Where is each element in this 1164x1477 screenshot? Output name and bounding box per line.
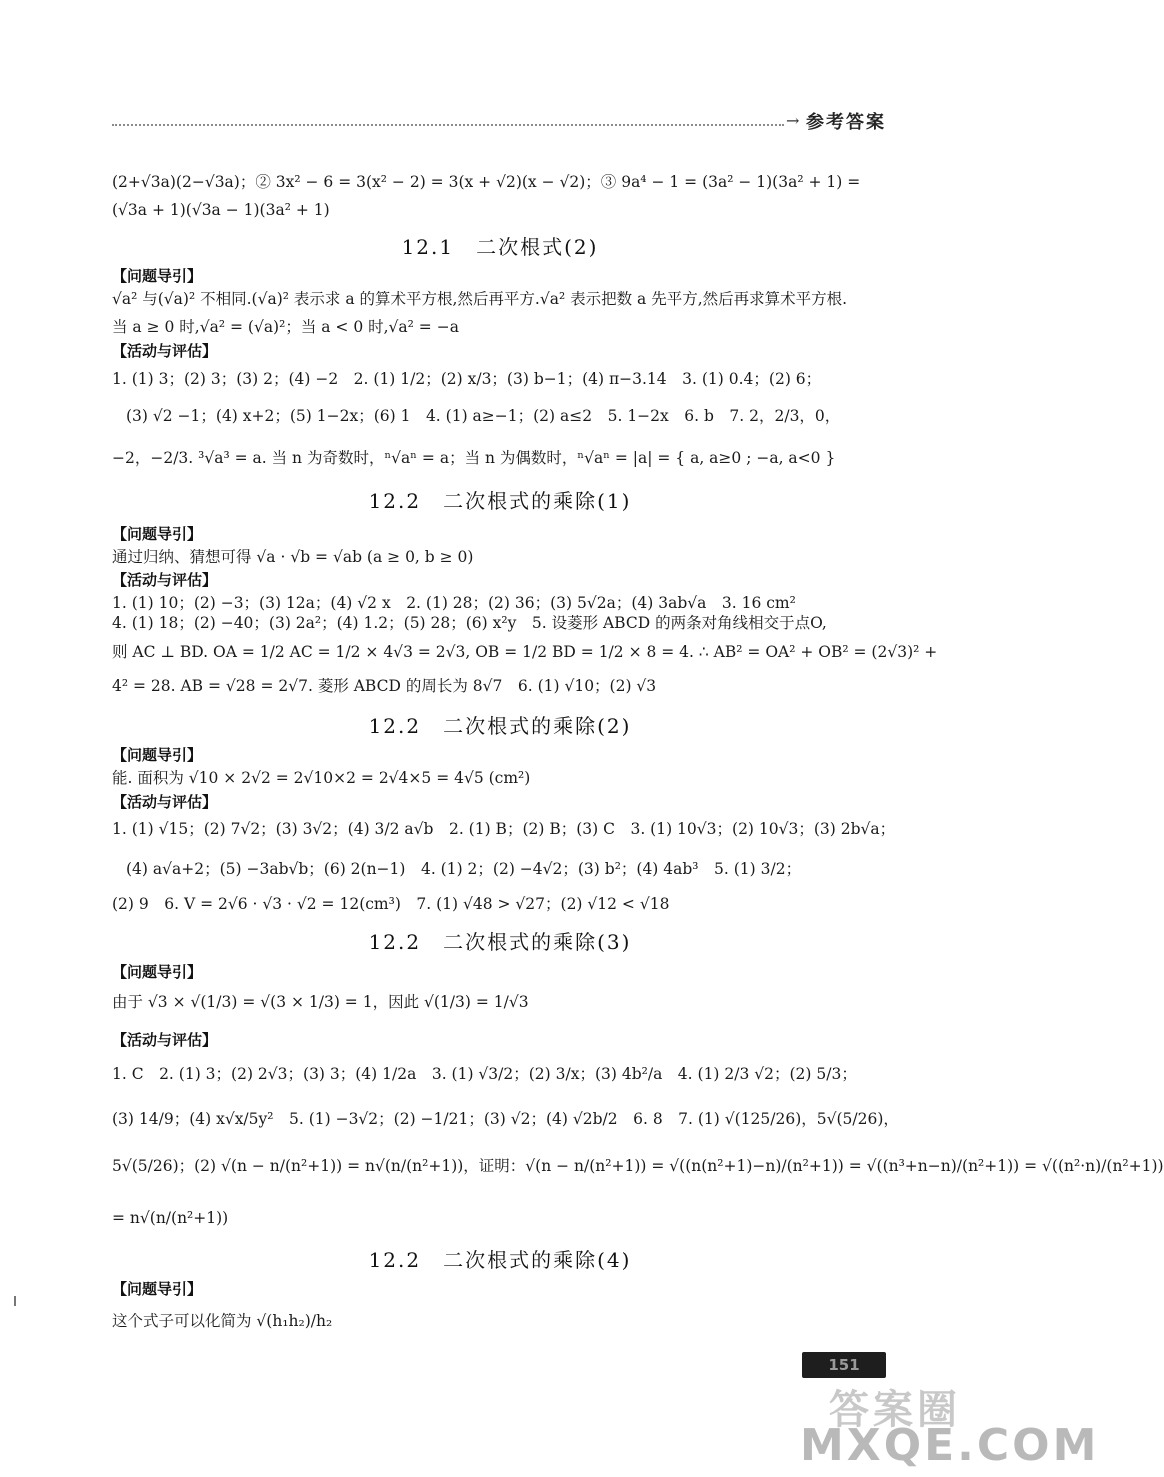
text-line: 1. (1) 3；(2) 3；(3) 2；(4) −2 2. (1) 1/2；(2) x/3；(3) b−1；(4) π−3.14 3. (1) 0.4；(2) 6； [112, 370, 822, 388]
text-line: = n√(n/(n²+1)) [112, 1209, 229, 1227]
section-tag: 【活动与评估】 [112, 571, 218, 589]
header-arrow-icon: → [786, 111, 800, 130]
text-line: 这个式子可以化简为 √(h₁h₂)/h₂ [112, 1312, 333, 1330]
watermark-domain: MXQE.COM [800, 1420, 1100, 1471]
text-line: 1. (1) 10；(2) −3；(3) 12a；(4) √2 x 2. (1) 28；(2) 36；(3) 5√2a；(4) 3ab√a 3. 16 cm² [112, 594, 796, 612]
section-tag: 【活动与评估】 [112, 1031, 218, 1049]
text-line: 1. (1) √15；(2) 7√2；(3) 3√2；(4) 3/2 a√b 2. (1) B；(2) B；(3) C 3. (1) 10√3；(2) 10√3；(3) 2b√a； [112, 820, 896, 838]
section-title: 12.1 二次根式(2) [401, 235, 599, 259]
section-title: 12.2 二次根式的乘除(1) [368, 489, 632, 513]
watermark-logo: 答案圈 [829, 1387, 961, 1433]
text-line: (2) 9 6. V = 2√6 · √3 · √2 = 12(cm³) 7. (1) √48 > √27；(2) √12 < √18 [112, 895, 670, 913]
text-line: 由于 √3 × √(1/3) = √(3 × 1/3) = 1，因此 √(1/3) = 1/√3 [112, 993, 529, 1011]
text-line: (4) a√a+2；(5) −3ab√b；(6) 2(n−1) 4. (1) 2；(2) −4√2；(3) b²；(4) 4ab³ 5. (1) 3/2； [126, 860, 802, 878]
text-line: (3) 14/9；(4) x√x/5y² 5. (1) −3√2；(2) −1/21；(3) √2；(4) √2b/2 6. 8 7. (1) √(125/26)，5√(5/26)， [112, 1110, 899, 1128]
section-tag: 【问题导引】 [112, 1280, 203, 1298]
section-tag: 【问题导引】 [112, 267, 203, 285]
text-line: 当 a ≥ 0 时,√a² = (√a)²；当 a < 0 时,√a² = −a [112, 318, 459, 336]
text-line: (2+√3a)(2−√3a)；② 3x² − 6 = 3(x² − 2) = 3(x + √2)(x − √2)；③ 9a⁴ − 1 = (3a² − 1)(3a² + 1) = [112, 173, 861, 191]
text-line: 通过归纳、猜想可得 √a · √b = √ab (a ≥ 0, b ≥ 0) [112, 548, 474, 566]
text-line: 4. (1) 18；(2) −40；(3) 2a²；(4) 1.2；(5) 28；(6) x²y 5. 设菱形 ABCD 的两条对角线相交于点O, [112, 614, 827, 632]
header-dotted-rule [112, 124, 784, 126]
page-number: 151 [802, 1352, 886, 1378]
text-line: 能. 面积为 √10 × 2√2 = 2√10×2 = 2√4×5 = 4√5 (cm²) [112, 769, 531, 787]
section-title: 12.2 二次根式的乘除(3) [368, 930, 632, 954]
text-line: 则 AC ⊥ BD. OA = 1/2 AC = 1/2 × 4√3 = 2√3, OB = 1/2 BD = 1/2 × 8 = 4. ∴ AB² = OA² + OB² = (2√3)² + [112, 643, 938, 661]
section-tag: 【问题导引】 [112, 746, 203, 764]
section-tag: 【问题导引】 [112, 963, 203, 981]
section-tag: 【活动与评估】 [112, 793, 218, 811]
scan-edge-mark [14, 1296, 16, 1306]
text-line: −2，−2/3. ³√a³ = a. 当 n 为奇数时，ⁿ√aⁿ = a；当 n 为偶数时，ⁿ√aⁿ = |a| = { a, a≥0 ; −a, a<0 } [112, 449, 836, 467]
header-label: 参考答案 [806, 112, 886, 133]
text-line: 5√(5/26)；(2) √(n − n/(n²+1)) = n√(n/(n²+1))，证明：√(n − n/(n²+1)) = √((n(n²+1)−n)/(n²+1)) = √((n³+n−n)/(n²+1)) = √((n²·n)/(n²+1)) [112, 1157, 1164, 1175]
text-line: 1. C 2. (1) 3；(2) 2√3；(3) 3；(4) 1/2a 3. (1) √3/2；(2) 3/x；(3) 4b²/a 4. (1) 2/3 √2；(2) 5/3； [112, 1065, 857, 1083]
text-line: √a² 与(√a)² 不相同.(√a)² 表示求 a 的算术平方根,然后再平方.√a² 表示把数 a 先平方,然后再求算术平方根. [112, 290, 848, 308]
text-line: (√3a + 1)(√3a − 1)(3a² + 1) [112, 201, 330, 219]
section-title: 12.2 二次根式的乘除(4) [368, 1248, 632, 1272]
text-line: (3) √2 −1；(4) x+2；(5) 1−2x；(6) 1 4. (1) a≥−1；(2) a≤2 5. 1−2x 6. b 7. 2，2/3，0， [126, 407, 841, 425]
section-tag: 【问题导引】 [112, 525, 203, 543]
text-line: 4² = 28. AB = √28 = 2√7. 菱形 ABCD 的周长为 8√7 6. (1) √10；(2) √3 [112, 677, 657, 695]
section-title: 12.2 二次根式的乘除(2) [368, 714, 632, 738]
watermark [800, 1378, 1100, 1473]
section-tag: 【活动与评估】 [112, 342, 218, 360]
